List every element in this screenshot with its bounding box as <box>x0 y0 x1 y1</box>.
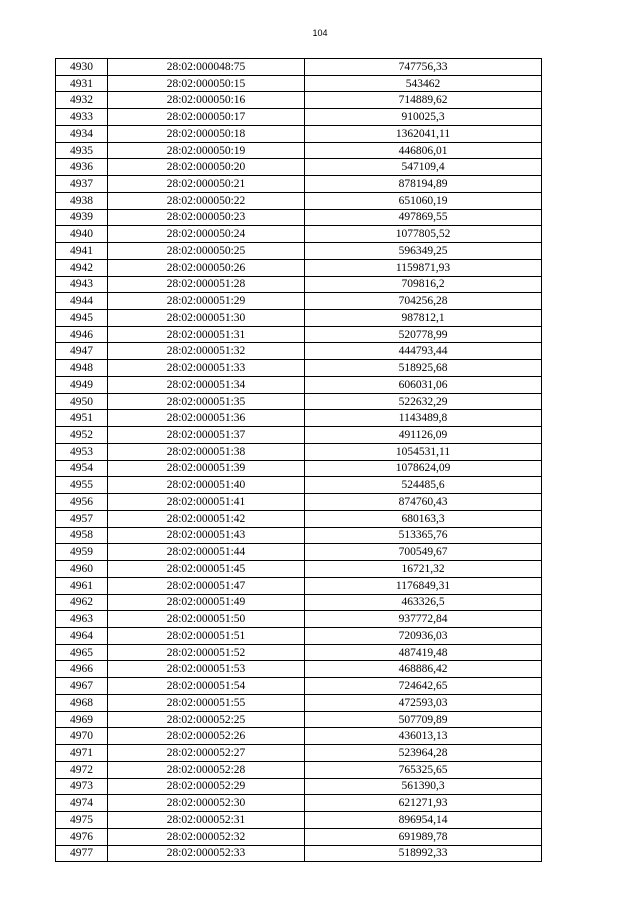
table-row <box>56 59 542 76</box>
cadastral-number-cell: 28:02:000050:21 <box>108 176 305 193</box>
cadastral-value-cell: 522632,29 <box>305 393 542 410</box>
row-number-cell: 4935 <box>56 142 108 159</box>
cadastral-value-cell: 724642,65 <box>305 678 542 695</box>
cadastral-value-table <box>55 58 542 862</box>
row-number-cell: 4964 <box>56 627 108 644</box>
cadastral-number-cell: 28:02:000050:19 <box>108 142 305 159</box>
cadastral-value-cell: 720936,03 <box>305 627 542 644</box>
cadastral-number-cell: 28:02:000051:47 <box>108 577 305 594</box>
table-row <box>56 192 542 209</box>
row-number-cell: 4968 <box>56 694 108 711</box>
table-row <box>56 594 542 611</box>
cadastral-number-cell: 28:02:000051:42 <box>108 510 305 527</box>
row-number-cell: 4965 <box>56 644 108 661</box>
cadastral-value-cell: 910025,3 <box>305 109 542 126</box>
cadastral-value-cell: 621271,93 <box>305 795 542 812</box>
table-row <box>56 711 542 728</box>
cadastral-value-cell: 765325,65 <box>305 761 542 778</box>
table-row <box>56 209 542 226</box>
row-number-cell: 4960 <box>56 561 108 578</box>
cadastral-value-cell: 518992,33 <box>305 845 542 862</box>
cadastral-value-cell: 524485,6 <box>305 477 542 494</box>
row-number-cell: 4974 <box>56 795 108 812</box>
table-row <box>56 226 542 243</box>
cadastral-number-cell: 28:02:000051:41 <box>108 494 305 511</box>
cadastral-value-cell: 878194,89 <box>305 176 542 193</box>
cadastral-value-cell: 491126,09 <box>305 427 542 444</box>
cadastral-value-cell: 463326,5 <box>305 594 542 611</box>
table-row <box>56 460 542 477</box>
row-number-cell: 4973 <box>56 778 108 795</box>
cadastral-number-cell: 28:02:000050:15 <box>108 75 305 92</box>
cadastral-number-cell: 28:02:000052:29 <box>108 778 305 795</box>
row-number-cell: 4977 <box>56 845 108 862</box>
row-number-cell: 4952 <box>56 427 108 444</box>
cadastral-number-cell: 28:02:000050:22 <box>108 192 305 209</box>
table-row <box>56 828 542 845</box>
cadastral-value-cell: 547109,4 <box>305 159 542 176</box>
cadastral-number-cell: 28:02:000052:33 <box>108 845 305 862</box>
row-number-cell: 4943 <box>56 276 108 293</box>
cadastral-value-cell: 468886,42 <box>305 661 542 678</box>
table-row <box>56 159 542 176</box>
cadastral-number-cell: 28:02:000050:25 <box>108 243 305 260</box>
cadastral-value-cell: 691989,78 <box>305 828 542 845</box>
cadastral-number-cell: 28:02:000051:32 <box>108 343 305 360</box>
row-number-cell: 4946 <box>56 326 108 343</box>
table-row <box>56 293 542 310</box>
cadastral-number-cell: 28:02:000051:40 <box>108 477 305 494</box>
row-number-cell: 4953 <box>56 443 108 460</box>
row-number-cell: 4957 <box>56 510 108 527</box>
cadastral-number-cell: 28:02:000052:30 <box>108 795 305 812</box>
cadastral-number-cell: 28:02:000052:25 <box>108 711 305 728</box>
row-number-cell: 4939 <box>56 209 108 226</box>
cadastral-number-cell: 28:02:000050:18 <box>108 125 305 142</box>
table-row <box>56 427 542 444</box>
page-number: 104 <box>312 28 328 38</box>
table-row <box>56 845 542 862</box>
cadastral-value-cell: 606031,06 <box>305 376 542 393</box>
table-row <box>56 778 542 795</box>
row-number-cell: 4962 <box>56 594 108 611</box>
table-row <box>56 527 542 544</box>
cadastral-value-cell: 16721,32 <box>305 561 542 578</box>
cadastral-value-cell: 680163,3 <box>305 510 542 527</box>
table-row <box>56 477 542 494</box>
row-number-cell: 4947 <box>56 343 108 360</box>
cadastral-number-cell: 28:02:000050:24 <box>108 226 305 243</box>
cadastral-value-cell: 1362041,11 <box>305 125 542 142</box>
table-row <box>56 627 542 644</box>
table-row <box>56 544 542 561</box>
row-number-cell: 4936 <box>56 159 108 176</box>
cadastral-value-cell: 651060,19 <box>305 192 542 209</box>
table-row <box>56 125 542 142</box>
cadastral-number-cell: 28:02:000051:31 <box>108 326 305 343</box>
cadastral-number-cell: 28:02:000052:28 <box>108 761 305 778</box>
cadastral-number-cell: 28:02:000051:33 <box>108 360 305 377</box>
row-number-cell: 4948 <box>56 360 108 377</box>
table-row <box>56 611 542 628</box>
cadastral-value-cell: 747756,33 <box>305 59 542 76</box>
cadastral-number-cell: 28:02:000050:17 <box>108 109 305 126</box>
cadastral-number-cell: 28:02:000051:49 <box>108 594 305 611</box>
row-number-cell: 4938 <box>56 192 108 209</box>
cadastral-value-cell: 700549,67 <box>305 544 542 561</box>
table-row <box>56 310 542 327</box>
table-row <box>56 694 542 711</box>
row-number-cell: 4963 <box>56 611 108 628</box>
cadastral-number-cell: 28:02:000052:27 <box>108 745 305 762</box>
cadastral-number-cell: 28:02:000051:44 <box>108 544 305 561</box>
row-number-cell: 4969 <box>56 711 108 728</box>
row-number-cell: 4959 <box>56 544 108 561</box>
cadastral-value-cell: 543462 <box>305 75 542 92</box>
cadastral-value-cell: 561390,3 <box>305 778 542 795</box>
table-row <box>56 795 542 812</box>
cadastral-value-cell: 520778,99 <box>305 326 542 343</box>
table-row <box>56 360 542 377</box>
table-row <box>56 259 542 276</box>
row-number-cell: 4966 <box>56 661 108 678</box>
cadastral-number-cell: 28:02:000051:54 <box>108 678 305 695</box>
row-number-cell: 4941 <box>56 243 108 260</box>
cadastral-number-cell: 28:02:000050:20 <box>108 159 305 176</box>
row-number-cell: 4950 <box>56 393 108 410</box>
row-number-cell: 4931 <box>56 75 108 92</box>
cadastral-value-cell: 937772,84 <box>305 611 542 628</box>
cadastral-value-cell: 596349,25 <box>305 243 542 260</box>
cadastral-value-cell: 497869,55 <box>305 209 542 226</box>
row-number-cell: 4933 <box>56 109 108 126</box>
cadastral-value-cell: 1159871,93 <box>305 259 542 276</box>
table-row <box>56 812 542 829</box>
cadastral-value-cell: 444793,44 <box>305 343 542 360</box>
table-row <box>56 326 542 343</box>
table-row <box>56 761 542 778</box>
cadastral-number-cell: 28:02:000051:28 <box>108 276 305 293</box>
row-number-cell: 4934 <box>56 125 108 142</box>
cadastral-number-cell: 28:02:000051:37 <box>108 427 305 444</box>
row-number-cell: 4975 <box>56 812 108 829</box>
cadastral-number-cell: 28:02:000051:29 <box>108 293 305 310</box>
cadastral-number-cell: 28:02:000051:51 <box>108 627 305 644</box>
cadastral-value-cell: 436013,13 <box>305 728 542 745</box>
table-row <box>56 494 542 511</box>
cadastral-number-cell: 28:02:000051:30 <box>108 310 305 327</box>
table-row <box>56 75 542 92</box>
table-row <box>56 561 542 578</box>
row-number-cell: 4956 <box>56 494 108 511</box>
table-row <box>56 678 542 695</box>
cadastral-value-cell: 518925,68 <box>305 360 542 377</box>
row-number-cell: 4954 <box>56 460 108 477</box>
cadastral-value-cell: 513365,76 <box>305 527 542 544</box>
cadastral-value-cell: 874760,43 <box>305 494 542 511</box>
table-row <box>56 577 542 594</box>
cadastral-value-cell: 472593,03 <box>305 694 542 711</box>
cadastral-number-cell: 28:02:000051:35 <box>108 393 305 410</box>
table-row <box>56 92 542 109</box>
cadastral-number-cell: 28:02:000050:23 <box>108 209 305 226</box>
table-body <box>56 59 542 862</box>
cadastral-value-cell: 487419,48 <box>305 644 542 661</box>
row-number-cell: 4967 <box>56 678 108 695</box>
row-number-cell: 4949 <box>56 376 108 393</box>
cadastral-value-cell: 1176849,31 <box>305 577 542 594</box>
cadastral-value-cell: 1077805,52 <box>305 226 542 243</box>
cadastral-number-cell: 28:02:000052:26 <box>108 728 305 745</box>
cadastral-number-cell: 28:02:000051:34 <box>108 376 305 393</box>
cadastral-number-cell: 28:02:000051:39 <box>108 460 305 477</box>
table-row <box>56 276 542 293</box>
row-number-cell: 4951 <box>56 410 108 427</box>
row-number-cell: 4944 <box>56 293 108 310</box>
cadastral-value-cell: 704256,28 <box>305 293 542 310</box>
cadastral-number-cell: 28:02:000048:75 <box>108 59 305 76</box>
row-number-cell: 4942 <box>56 259 108 276</box>
row-number-cell: 4955 <box>56 477 108 494</box>
row-number-cell: 4976 <box>56 828 108 845</box>
table-row <box>56 142 542 159</box>
cadastral-number-cell: 28:02:000050:26 <box>108 259 305 276</box>
row-number-cell: 4945 <box>56 310 108 327</box>
row-number-cell: 4958 <box>56 527 108 544</box>
table-row <box>56 644 542 661</box>
row-number-cell: 4961 <box>56 577 108 594</box>
table-row <box>56 393 542 410</box>
cadastral-number-cell: 28:02:000051:53 <box>108 661 305 678</box>
cadastral-value-cell: 507709,89 <box>305 711 542 728</box>
row-number-cell: 4971 <box>56 745 108 762</box>
table-row <box>56 410 542 427</box>
table-row <box>56 176 542 193</box>
row-number-cell: 4932 <box>56 92 108 109</box>
row-number-cell: 4937 <box>56 176 108 193</box>
row-number-cell: 4970 <box>56 728 108 745</box>
table-row <box>56 728 542 745</box>
cadastral-number-cell: 28:02:000052:31 <box>108 812 305 829</box>
table-row <box>56 376 542 393</box>
table-row <box>56 243 542 260</box>
cadastral-value-cell: 446806,01 <box>305 142 542 159</box>
table-row <box>56 510 542 527</box>
cadastral-number-cell: 28:02:000051:38 <box>108 443 305 460</box>
table-row <box>56 745 542 762</box>
cadastral-value-cell: 523964,28 <box>305 745 542 762</box>
cadastral-number-cell: 28:02:000051:45 <box>108 561 305 578</box>
table-row <box>56 343 542 360</box>
cadastral-number-cell: 28:02:000051:55 <box>108 694 305 711</box>
row-number-cell: 4930 <box>56 59 108 76</box>
table-row <box>56 443 542 460</box>
cadastral-value-cell: 987812,1 <box>305 310 542 327</box>
cadastral-value-cell: 709816,2 <box>305 276 542 293</box>
cadastral-number-cell: 28:02:000051:36 <box>108 410 305 427</box>
cadastral-value-cell: 1054531,11 <box>305 443 542 460</box>
cadastral-value-cell: 1078624,09 <box>305 460 542 477</box>
cadastral-value-cell: 714889,62 <box>305 92 542 109</box>
cadastral-number-cell: 28:02:000050:16 <box>108 92 305 109</box>
cadastral-number-cell: 28:02:000051:50 <box>108 611 305 628</box>
table-row <box>56 109 542 126</box>
cadastral-number-cell: 28:02:000051:43 <box>108 527 305 544</box>
row-number-cell: 4940 <box>56 226 108 243</box>
cadastral-value-cell: 896954,14 <box>305 812 542 829</box>
cadastral-number-cell: 28:02:000051:52 <box>108 644 305 661</box>
row-number-cell: 4972 <box>56 761 108 778</box>
cadastral-number-cell: 28:02:000052:32 <box>108 828 305 845</box>
table-row <box>56 661 542 678</box>
cadastral-value-cell: 1143489,8 <box>305 410 542 427</box>
